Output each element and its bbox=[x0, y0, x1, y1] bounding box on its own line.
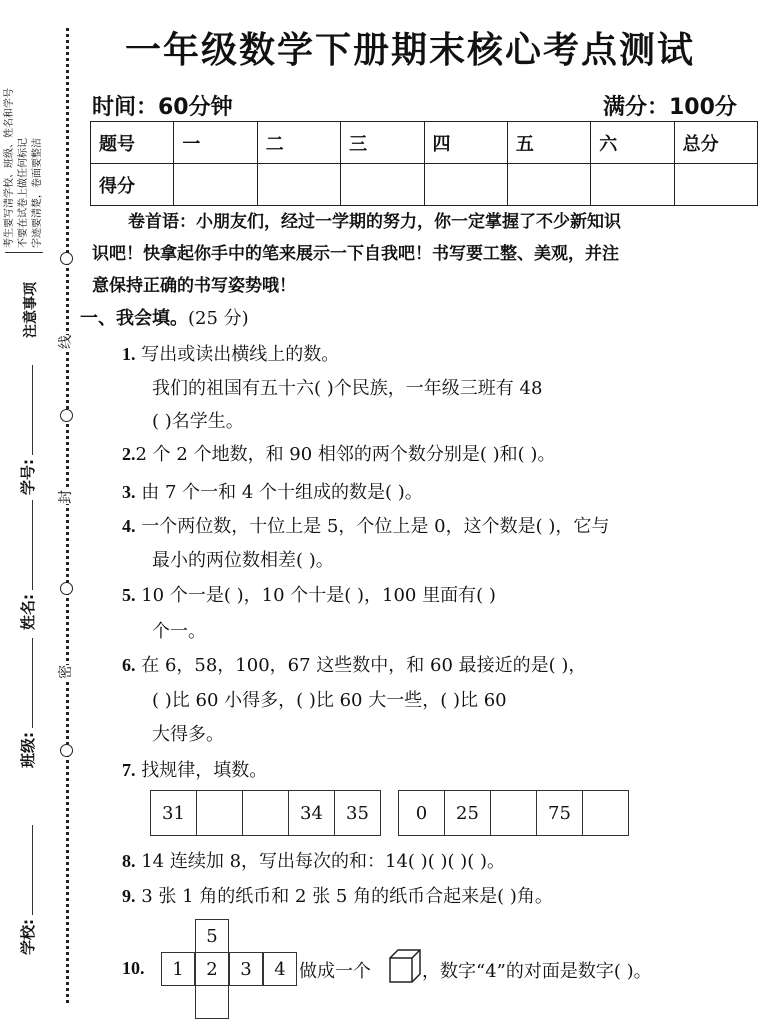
question-text: 最小的两位数相差( )。 bbox=[152, 550, 334, 571]
binding-circle bbox=[60, 582, 73, 595]
sequence-blank[interactable] bbox=[243, 791, 289, 835]
question-number: 8. bbox=[122, 851, 136, 871]
question-number: 9. bbox=[122, 886, 136, 906]
question-number: 6. bbox=[122, 655, 136, 675]
question-text: 在 6，58，100，67 这些数中，和 60 最接近的是( )， bbox=[141, 655, 587, 676]
sequence-cell: 25 bbox=[445, 791, 491, 835]
note-line: 考生要写清学校、班级、姓名和学号 bbox=[4, 88, 15, 248]
question-number: 3. bbox=[122, 482, 136, 502]
question-text: 由 7 个一和 4 个十组成的数是( )。 bbox=[141, 482, 423, 503]
exam-time: 时间：60分钟 bbox=[92, 95, 233, 120]
question-6 bbox=[122, 651, 586, 677]
question-text: 写出或读出横线上的数。 bbox=[141, 344, 340, 365]
score-cell[interactable] bbox=[174, 164, 257, 206]
question-5 bbox=[122, 581, 496, 607]
net-cell: 1 bbox=[161, 952, 195, 986]
sequence-blank[interactable] bbox=[197, 791, 243, 835]
question-number: 5. bbox=[122, 585, 136, 605]
header-cell: 三 bbox=[341, 122, 424, 164]
table-row bbox=[91, 164, 758, 206]
question-number: 10. bbox=[122, 958, 145, 978]
question-text: 2 个 2 个地数，和 90 相邻的两个数分别是( )和( )。 bbox=[135, 444, 556, 465]
score-cell[interactable] bbox=[507, 164, 590, 206]
score-cell[interactable] bbox=[257, 164, 340, 206]
sequence-cell: 34 bbox=[289, 791, 335, 835]
question-number: 1. bbox=[122, 344, 136, 364]
net-cell: 4 bbox=[263, 952, 297, 986]
binding-circle bbox=[60, 409, 73, 422]
sequence-cell: 35 bbox=[346, 802, 369, 824]
score-cell[interactable] bbox=[674, 164, 757, 206]
seal-char-feng: 封 bbox=[55, 490, 75, 504]
header-cell: 四 bbox=[424, 122, 507, 164]
score-table bbox=[90, 121, 758, 206]
question-text: 做成一个 bbox=[299, 961, 371, 982]
score-cell[interactable] bbox=[424, 164, 507, 206]
header-cell: 题号 bbox=[91, 122, 174, 164]
question-8 bbox=[122, 847, 505, 873]
net-cell-bottom bbox=[195, 985, 229, 1019]
note-line: 字迹要清楚，卷面要整洁 bbox=[32, 138, 43, 248]
question-4 bbox=[122, 512, 609, 538]
notes-title: 注意事项 bbox=[23, 282, 39, 338]
school-field[interactable]: 学校: bbox=[17, 825, 38, 955]
table-row bbox=[91, 122, 758, 164]
question-text: 大得多。 bbox=[152, 724, 224, 745]
sequence-blank[interactable] bbox=[583, 791, 628, 835]
full-score: 满分：100分 bbox=[603, 95, 737, 120]
sequence-blank[interactable] bbox=[491, 791, 537, 835]
score-cell[interactable] bbox=[341, 164, 424, 206]
section-heading bbox=[80, 304, 249, 330]
class-field[interactable]: 班级: bbox=[17, 638, 38, 768]
question-text: 3 张 1 角的纸币和 2 张 5 角的纸币合起来是( )角。 bbox=[141, 886, 553, 907]
notes-divider bbox=[5, 252, 43, 253]
question-number: 4. bbox=[122, 516, 136, 536]
question-text: ( )比 60 小得多，( )比 60 大一些，( )比 60 bbox=[152, 690, 507, 711]
seal-char-mi: 密 bbox=[55, 665, 75, 679]
sequence-cell: 0 bbox=[399, 791, 445, 835]
score-cell[interactable] bbox=[591, 164, 674, 206]
question-9 bbox=[122, 882, 553, 908]
section-points: (25 分) bbox=[188, 308, 249, 329]
intro-line: 识吧！快拿起你手中的笔来展示一下自我吧！书写要工整、美观，并注 bbox=[92, 244, 619, 264]
row-label: 得分 bbox=[91, 164, 174, 206]
student-id-field[interactable]: 学号: bbox=[17, 365, 38, 495]
net-cell: 3 bbox=[229, 952, 263, 986]
question-text: 一个两位数，十位上是 5，个位上是 0，这个数是( )，它与 bbox=[141, 516, 610, 537]
question-text: ( )名学生。 bbox=[152, 411, 244, 432]
question-text: 14 连续加 8，写出每次的和：14( )( )( )( )。 bbox=[141, 851, 506, 872]
binding-circle bbox=[60, 252, 73, 265]
page-title: 一年级数学下册期末核心考点测试 bbox=[124, 30, 695, 71]
binding-circle bbox=[60, 744, 73, 757]
question-text: ，数字“4”的对面是数字( )。 bbox=[422, 961, 652, 982]
question-number: 2. bbox=[122, 444, 136, 464]
seal-char-xian: 线 bbox=[55, 335, 75, 349]
question-text: 个一。 bbox=[152, 621, 206, 642]
question-2 bbox=[122, 440, 555, 466]
question-1 bbox=[122, 340, 339, 366]
header-cell: 六 bbox=[591, 122, 674, 164]
header-cell: 一 bbox=[174, 122, 257, 164]
note-line: 不要在试卷上做任何标记 bbox=[18, 138, 29, 248]
name-field[interactable]: 姓名: bbox=[17, 500, 38, 630]
sequence-cell: 75 bbox=[537, 791, 583, 835]
header-cell: 二 bbox=[257, 122, 340, 164]
intro-line: 卷首语：小朋友们，经过一学期的努力，你一定掌握了不少新知识 bbox=[128, 212, 621, 232]
question-text: 我们的祖国有五十六( )个民族，一年级三班有 48 bbox=[152, 378, 543, 399]
sequence-boxes-1 bbox=[150, 790, 381, 836]
sequence-cell: 31 bbox=[151, 791, 197, 835]
question-text: 10 个一是( )，10 个十是( )，100 里面有( ) bbox=[141, 585, 496, 606]
cube-icon bbox=[388, 948, 422, 984]
question-3 bbox=[122, 478, 423, 504]
question-text: 找规律，填数。 bbox=[141, 760, 268, 781]
intro-line: 意保持正确的书写姿势哦！ bbox=[92, 276, 296, 296]
net-cell-top: 5 bbox=[195, 919, 229, 953]
question-number: 7. bbox=[122, 760, 136, 780]
sequence-boxes-2 bbox=[398, 790, 629, 836]
notes-block bbox=[3, 88, 45, 248]
question-7 bbox=[122, 756, 267, 782]
binding-dotted-line bbox=[66, 28, 69, 1003]
header-cell: 五 bbox=[507, 122, 590, 164]
section-title: 一、我会填。 bbox=[80, 308, 188, 329]
header-cell: 总分 bbox=[674, 122, 757, 164]
net-cell: 2 bbox=[195, 952, 229, 986]
